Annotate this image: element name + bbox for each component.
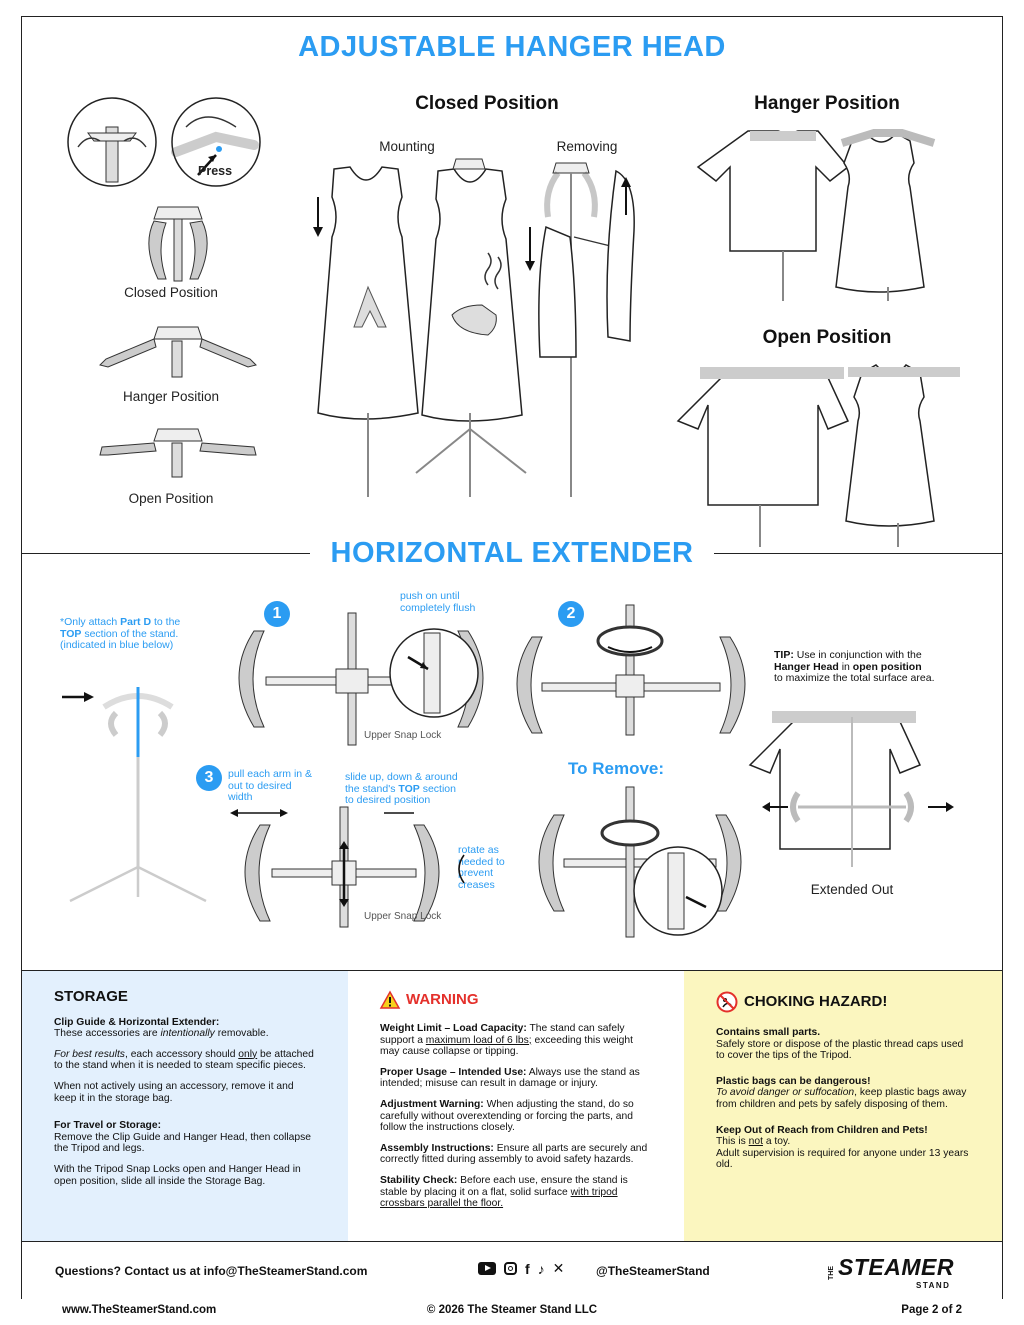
instruction-sheet: [21, 16, 1003, 1299]
pull-arm-note: pull each arm in & out to desired width: [228, 768, 313, 803]
closed-position-illustration: [140, 203, 216, 283]
no-small-parts-icon: [716, 991, 738, 1013]
warning-assembly: Assembly Instructions: Ensure all parts are securely and correctly fitted during assembly to avoid safety hazards.: [380, 1142, 648, 1166]
hanger-position-caption: Hanger Position: [122, 389, 220, 404]
mounting-label: Mounting: [379, 139, 435, 154]
x-icon[interactable]: ✕: [552, 1260, 565, 1276]
hanger-position-title: Hanger Position: [754, 93, 900, 114]
closed-position-title: Closed Position: [415, 93, 559, 114]
storage-panel: [22, 970, 348, 1241]
steamer-stand-logo: THE STEAMER STAND: [828, 1254, 954, 1290]
warning-adjust: Adjustment Warning: When adjusting the stand, do so carefully without overextending or forcing the parts, and follow the instructions closely.: [380, 1098, 634, 1134]
step-2-badge: 2: [558, 601, 584, 627]
contact-text: Questions? Contact us at info@TheSteamerStand.com: [55, 1264, 368, 1278]
extended-out-caption: Extended Out: [810, 882, 894, 897]
open-position-caption: Open Position: [128, 491, 214, 506]
rotate-note: rotate as needed to prevent creases: [458, 844, 505, 891]
part-d-note: *Only attach Part D to the TOP section of the stand. (indicated in blue below): [60, 616, 181, 651]
tip-note: TIP: Use in conjunction with the Hanger Head in open position to maximize the total surface area.: [774, 649, 935, 684]
choking-small-parts: Contains small parts. Safely store or dispose of the plastic thread caps used to cover the tips of the Tripod.: [716, 1027, 964, 1062]
closed-position-caption: Closed Position: [124, 285, 218, 300]
upper-snap-lock-label-2: Upper Snap Lock: [364, 911, 442, 922]
open-position-illustration: [98, 427, 258, 477]
push-flush-note: push on until completely flush: [400, 590, 476, 614]
hanger-position-illustration: [98, 321, 258, 377]
step-1-extender-illustration: [218, 613, 488, 745]
instagram-icon[interactable]: [504, 1262, 517, 1275]
storage-best-results: For best results, each accessory should only be attached to the stand when it is needed to steam specific pieces.: [54, 1048, 314, 1072]
hanger-head-title: ADJUSTABLE HANGER HEAD: [298, 31, 726, 63]
press-label: Press: [198, 164, 233, 178]
storage-clip: Clip Guide & Horizontal Extender: These accessories are intentionally removable.: [54, 1016, 269, 1040]
open-position-garments: [690, 357, 960, 547]
storage-travel: For Travel or Storage: Remove the Clip Guide and Hanger Head, then collapse the Tripod and legs.: [54, 1120, 312, 1155]
remove-extender-illustration: [530, 787, 750, 937]
copyright: © 2026 The Steamer Stand LLC: [426, 1304, 598, 1316]
warning-triangle-icon: [380, 991, 400, 1009]
removing-dress-illustration: [516, 167, 666, 497]
hanger-position-garments: [702, 121, 952, 301]
extended-out-illustration: [758, 697, 958, 867]
warning-title: WARNING: [380, 991, 652, 1009]
tiktok-icon[interactable]: ♪: [537, 1260, 545, 1277]
removing-label: Removing: [556, 139, 618, 154]
step-3-badge: 3: [196, 765, 222, 791]
storage-not-using: When not actively using an accessory, remove it and keep it in the storage bag.: [54, 1080, 294, 1104]
mounting-dress-illustration: [306, 167, 536, 497]
step-2-extender-illustration: [512, 605, 752, 735]
step-1-badge: 1: [264, 601, 290, 627]
choking-bags: Plastic bags can be dangerous! To avoid danger or suffocation, keep plastic bags away from children and pets by safely disposing of them.: [716, 1075, 967, 1110]
stand-with-blue-top-illustration: [58, 667, 218, 917]
upper-snap-lock-label-1: Upper Snap Lock: [364, 730, 442, 741]
step-3-extender-illustration: [226, 807, 466, 927]
warning-weight: Weight Limit – Load Capacity: The stand can safely support a maximum load of 6 lbs; exceeding this weight may cause collapse or tipping.: [380, 1023, 633, 1058]
warning-panel: [348, 970, 684, 1241]
storage-title: STORAGE: [54, 988, 128, 1005]
contact-footer: [22, 1241, 1002, 1300]
choking-panel: [684, 970, 1002, 1241]
slide-note: slide up, down & around the stand's TOP section to desired position: [345, 771, 458, 806]
social-icons: [478, 1260, 564, 1277]
website-link[interactable]: www.TheSteamerStand.com: [62, 1304, 217, 1316]
facebook-icon[interactable]: f: [525, 1260, 530, 1277]
horizontal-extender-title: HORIZONTAL EXTENDER: [310, 537, 714, 570]
choking-title: CHOKING HAZARD!: [716, 991, 970, 1013]
warning-usage: Proper Usage – Intended Use: Always use the stand as intended; misuse can result in damage or injury.: [380, 1066, 640, 1090]
to-remove-label: To Remove:: [568, 759, 665, 778]
youtube-icon[interactable]: [478, 1262, 496, 1275]
open-position-title: Open Position: [762, 327, 892, 348]
warning-stability: Stability Check: Before each use, ensure the stand is stable by placing it on a flat, solid surface with tripod crossbars parallel the floor.: [380, 1174, 628, 1210]
page-number: Page 2 of 2: [901, 1304, 962, 1316]
storage-travel-2: With the Tripod Snap Locks open and Hanger Head in open position, slide all inside the Storage Bag.: [54, 1163, 301, 1187]
choking-reach: Keep Out of Reach from Children and Pets! This is not a toy. Adult supervision is required for anyone under 13 years old.: [716, 1124, 969, 1171]
social-handle: @TheSteamerStand: [596, 1264, 710, 1278]
